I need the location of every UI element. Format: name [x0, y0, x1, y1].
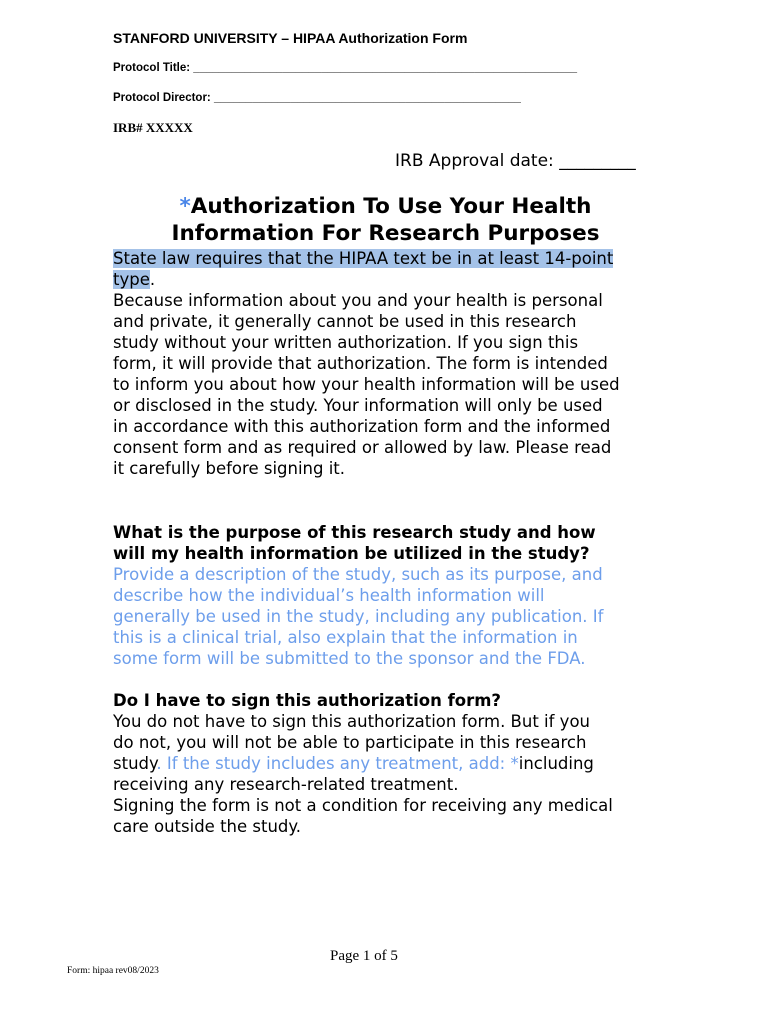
title-line-1: Authorization To Use Your Health — [190, 194, 592, 219]
instruction-line: Provide a description of the study, such as its purpose, and — [113, 565, 603, 584]
intro-line: study without your written authorization. If you sign this — [113, 333, 579, 352]
sign-line: Signing the form is not a condition for receiving any medical — [113, 796, 613, 815]
intro-section — [113, 248, 673, 479]
title-line-2: Information For Research Purposes — [171, 221, 600, 246]
treatment-instruction: . If the study includes any treatment, add: * — [156, 754, 519, 773]
instruction-line: describe how the individual’s health information will — [113, 586, 545, 605]
highlighted-note-end: type — [113, 270, 150, 289]
protocol-title-field: Protocol Title: ____________________________________________________________ — [113, 62, 578, 74]
intro-line: to inform you about how your health information will be used — [113, 375, 620, 394]
intro-line: form, it will provide that authorization. The form is intended — [113, 354, 608, 373]
intro-line: and private, it generally cannot be used in this research — [113, 312, 577, 331]
sign-line: do not, you will not be able to participate in this research — [113, 733, 587, 752]
sign-line — [113, 753, 673, 774]
intro-line: Because information about you and your health is personal — [113, 291, 603, 310]
sign-heading: Do I have to sign this authorization form? — [113, 691, 501, 710]
irb-approval-date: IRB Approval date: _________ — [395, 151, 636, 171]
highlighted-note: State law requires that the HIPAA text be in at least 14-point — [113, 249, 614, 268]
purpose-section — [113, 522, 673, 669]
sign-line: care outside the study. — [113, 817, 302, 836]
sign-line: You do not have to sign this authorization form. But if you — [113, 712, 591, 731]
purpose-heading: will my health information be utilized in the study? — [113, 544, 590, 563]
sign-text: study — [113, 754, 157, 773]
sign-section — [113, 690, 673, 837]
form-revision: Form: hipaa rev08/2023 — [67, 966, 159, 976]
page-number: Page 1 of 5 — [330, 948, 398, 964]
intro-line: it carefully before signing it. — [113, 459, 346, 478]
form-header-title: STANFORD UNIVERSITY – HIPAA Authorization Form — [113, 30, 468, 46]
intro-line: in accordance with this authorization form and the informed — [113, 417, 611, 436]
intro-line: or disclosed in the study. Your information will only be used — [113, 396, 603, 415]
required-asterisk: * — [179, 194, 191, 219]
protocol-director-field: Protocol Director: ________________________________________________ — [113, 92, 521, 104]
period: . — [149, 270, 156, 289]
irb-number: IRB# XXXXX — [113, 120, 193, 135]
instruction-line: generally be used in the study, including any publication. If — [113, 607, 604, 626]
sign-text: including — [518, 754, 594, 773]
purpose-heading: What is the purpose of this research study and how — [113, 523, 596, 542]
intro-line: consent form and as required or allowed by law. Please read — [113, 438, 612, 457]
sign-line: receiving any research-related treatment. — [113, 775, 459, 794]
instruction-line: some form will be submitted to the sponsor and the FDA. — [113, 649, 586, 668]
instruction-line: this is a clinical trial, also explain that the information in — [113, 628, 578, 647]
page-title — [113, 193, 658, 247]
